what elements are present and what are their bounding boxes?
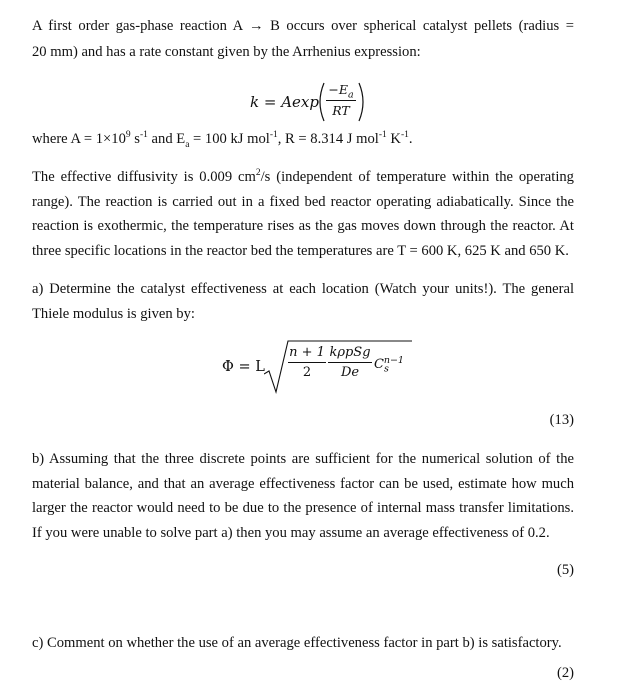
thiele-frac1-num: n + 1 bbox=[289, 345, 325, 360]
part-a-question bbox=[32, 277, 574, 326]
arrhenius-numerator-text: −E bbox=[328, 82, 348, 97]
part-c-text: c) Comment on whether the use of an average effectiveness factor in part b) is satisfactory. bbox=[32, 635, 562, 651]
thiele-frac1-den: 2 bbox=[302, 365, 312, 380]
marks-part-b: (5) bbox=[556, 562, 574, 578]
part-c-question bbox=[32, 631, 574, 656]
thiele-frac2-den: De bbox=[340, 365, 360, 380]
intro-line-2-text: 20 mm) and has a rate constant given by the Arrhenius expression: bbox=[32, 44, 421, 60]
thiele-fraction-2 bbox=[328, 344, 372, 381]
part-b-text: b) Assuming that the three discrete points are sufficient for the numerical solution of the material balance, and that an average effectiveness factor can be used, estimate how much larger the reactor would need to be due to the presence of internal mass transfer limitations. If you were unable to solve part a) then you may assume an average effectiveness of 0.2. bbox=[32, 451, 574, 541]
intro-line-2 bbox=[32, 40, 574, 65]
thiele-c-sup: n−1 bbox=[383, 354, 404, 366]
a-unit-exponent: -1 bbox=[139, 130, 148, 141]
ea-value: = 100 kJ mol bbox=[189, 131, 270, 147]
r-exponent-1: -1 bbox=[378, 130, 387, 141]
r-exponent-2: -1 bbox=[400, 130, 409, 141]
r-value: , R = 8.314 J mol bbox=[277, 131, 379, 147]
thiele-concentration bbox=[374, 354, 404, 375]
intro-line-1-text: A first order gas-phase reaction A → B occurs over spherical catalyst pellets (radius = bbox=[32, 18, 574, 34]
thiele-frac1-bar bbox=[288, 362, 326, 363]
arrhenius-numerator-sub: a bbox=[347, 89, 354, 101]
arrhenius-paren-close bbox=[357, 82, 367, 122]
part-a-text: a) Determine the catalyst effectiveness at each location (Watch your units!). The general Thiele modulus is given by: bbox=[32, 281, 574, 322]
arrhenius-paren-open bbox=[316, 82, 326, 122]
diffusivity-paragraph bbox=[32, 165, 574, 263]
thiele-c-sub: s bbox=[383, 363, 389, 375]
arrhenius-numerator bbox=[326, 82, 356, 101]
marks-part-a: (13) bbox=[549, 412, 574, 428]
thiele-fraction-1 bbox=[288, 344, 326, 381]
thiele-frac2-num: kρpSg bbox=[329, 345, 371, 360]
part-b-question bbox=[32, 447, 574, 545]
constants-line bbox=[32, 127, 574, 152]
arrhenius-denominator: RT bbox=[332, 103, 350, 118]
marks-part-c: (2) bbox=[556, 665, 574, 681]
r-kelvin: K bbox=[386, 131, 401, 147]
arrhenius-lhs: k = Aexp bbox=[250, 93, 319, 111]
constants-end: . bbox=[408, 131, 413, 147]
a-exponent: 9 bbox=[125, 130, 131, 141]
thiele-frac2-bar bbox=[328, 362, 372, 363]
arrhenius-equation bbox=[250, 80, 390, 124]
diffusivity-text-1: The effective diffusivity is 0.009 cm bbox=[32, 169, 256, 185]
diffusivity-text-2: /s (independent of temperature within the operating range). The reaction is carried out in a fixed bed reactor operating adiabatically. Since the reaction is exothermic, the temperature rises as the gas moves down through the reactor. At three specific locations in the reactor bed the temperatures are T = 600 K, 625 K and 650 K. bbox=[32, 169, 574, 259]
ea-exponent: -1 bbox=[269, 130, 278, 141]
thiele-modulus-equation bbox=[222, 340, 404, 400]
thiele-lhs: Φ = L bbox=[222, 359, 265, 375]
ea-label: and E bbox=[147, 131, 186, 147]
diffusivity-unit-exponent: 2 bbox=[255, 168, 261, 179]
constants-prefix: where A = 1×10 bbox=[32, 131, 126, 147]
thiele-c: C bbox=[374, 357, 384, 372]
a-unit: s bbox=[130, 131, 140, 147]
intro-line-1 bbox=[32, 14, 574, 40]
ea-subscript: a bbox=[185, 139, 190, 150]
arrhenius-fraction bbox=[326, 82, 356, 119]
